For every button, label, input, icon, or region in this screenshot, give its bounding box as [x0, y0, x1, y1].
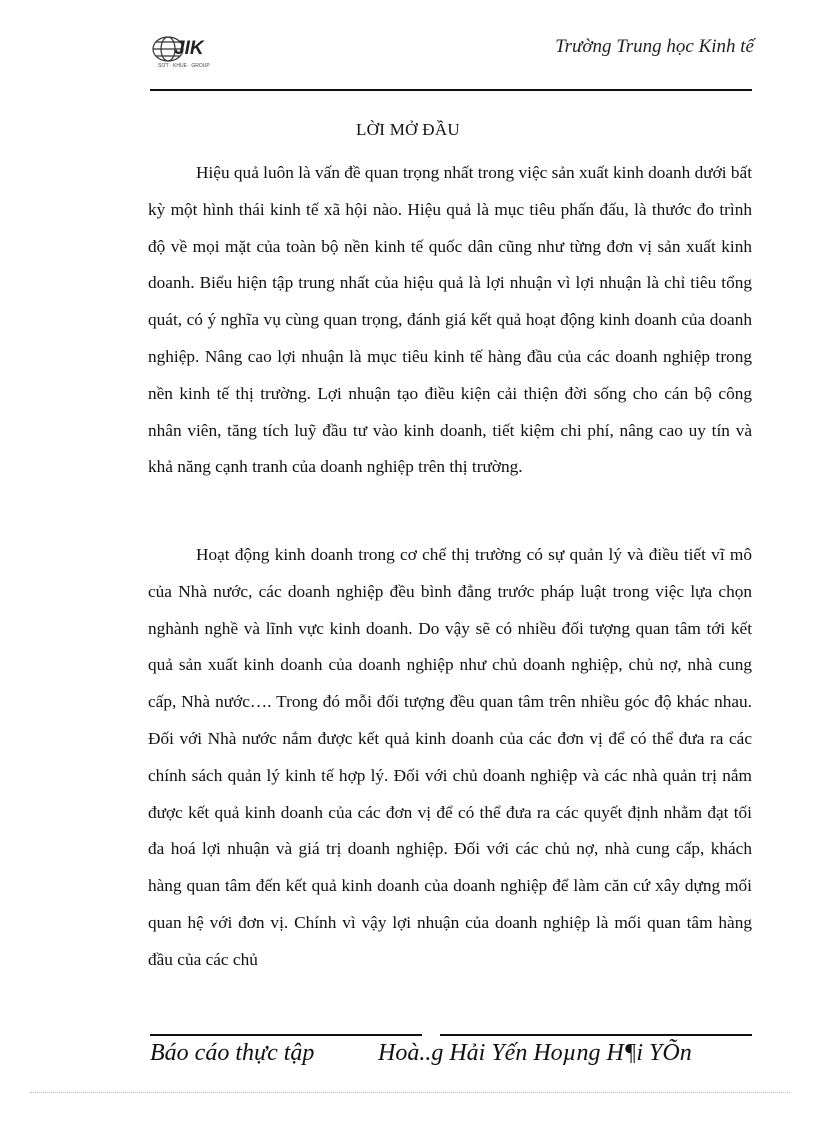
paragraph-1: Hiệu quả luôn là vấn đề quan trọng nhất trong việc sản xuất kinh doanh dưới bất kỳ một hình thái kinh tế xã hội nào. Hiệu quả là mục tiêu phấn đấu, là thước đo trình độ về mọi mặt của toàn bộ nền kinh tế quốc dân cũng như từng đơn vị sản xuất kinh doanh. Biểu hiện tập trung nhất của hiệu quả là lợi nhuận vì lợi nhuận là chỉ tiêu tổng quát, có ý nghĩa vụ cùng quan trọng, đánh giá kết quả hoạt động kinh doanh của doanh nghiệp. Nâng cao lợi nhuận là mục tiêu kinh tế hàng đầu của các doanh nghiệp trong nền kinh tế thị trường. Lợi nhuận tạo điều kiện cải thiện đời sống cho cán bộ công nhân viên, tăng tích luỹ đầu tư vào kinh doanh, tiết kiệm chi phí, nâng cao uy tín và khả năng cạnh tranh của doanh nghiệp trên thị trường.	[148, 163, 753, 477]
page-bottom-divider	[30, 1092, 790, 1093]
school-logo	[150, 32, 224, 70]
paragraph-2: Hoạt động kinh doanh trong cơ chế thị trường có sự quản lý và điều tiết vĩ mô của Nhà nước, các doanh nghiệp đều bình đẳng trước pháp luật trong việc lựa chọn nghành nghề và lĩnh vực kinh doanh. Do vậy sẽ có nhiều đối tượng quan tâm tới kết quả sản xuất kinh doanh của doanh nghiệp như chủ doanh nghiệp, chủ nợ, nhà cung cấp, Nhà nước…. Trong đó mỗi đối tượng đều quan tâm trên nhiều góc độ khác nhau. Đối với Nhà nước nắm được kết quả kinh doanh của các đơn vị để có thể đưa ra các chính sách quản lý kinh tế hợp lý. Đối với chủ doanh nghiệp và các nhà quản trị nắm được kết quả kinh doanh của các đơn vị để có thể đưa ra các quyết định nhằm đạt tối đa hoá lợi nhuận và giá trị doanh nghiệp. Đối với các chủ nợ, nhà cung cấp, khách hàng quan tâm đến kết quả kinh doanh của doanh nghiệp để làm căn cứ xây dựng mối quan hệ với đơn vị. Chính vì vậy lợi nhuận của doanh nghiệp là mối quan tâm hàng đầu của các chủ	[148, 545, 752, 969]
footer-label: Báo cáo thực tập	[150, 1040, 315, 1066]
document-heading: LỜI MỞ ĐẦU	[355, 120, 461, 139]
footer-rule-left	[150, 1034, 422, 1036]
header-title: Trường Trung học Kinh tế	[555, 36, 754, 57]
logo-subtext: SƠT · KHUE · GROUP	[158, 63, 210, 69]
footer-author: Hoà..g Hải Yến Hoµng H¶i YÕn	[378, 1040, 692, 1066]
header-rule	[150, 89, 752, 91]
footer-rule-right	[440, 1034, 752, 1036]
logo-text: JIK	[174, 38, 204, 59]
